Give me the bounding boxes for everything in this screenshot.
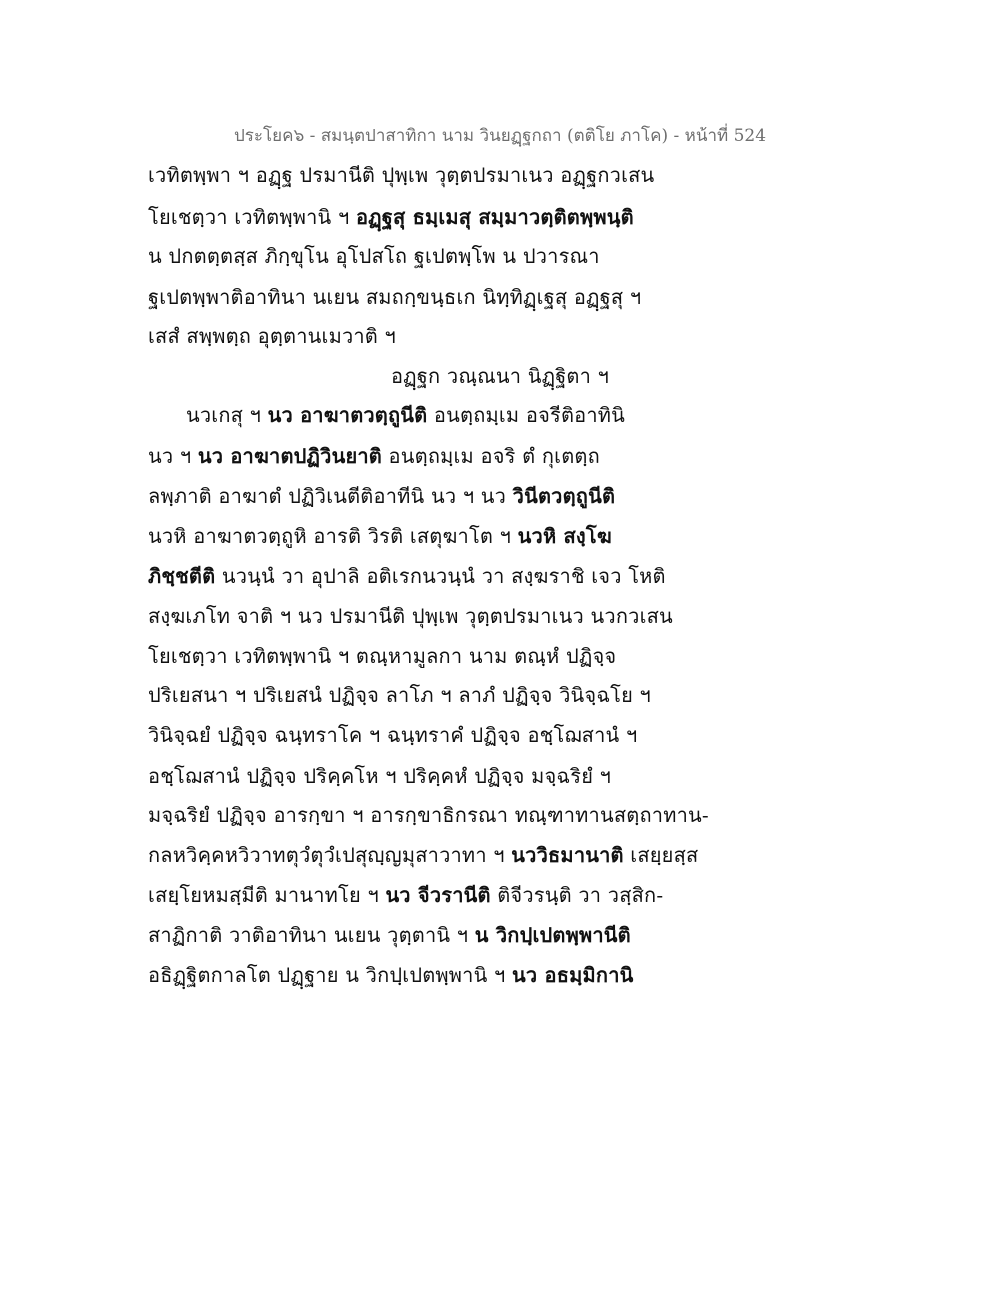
text-line (148, 523, 612, 549)
text-line (148, 443, 600, 469)
text-line (148, 284, 641, 310)
text-line (148, 204, 634, 230)
text-line (186, 402, 625, 428)
bold-term: นว จีวรานีติ (385, 883, 491, 907)
text-run: อฏฺฐก วณฺณนา นิฏฺฐิตา ฯ (390, 364, 610, 388)
bold-term: อฏฺฐสุ ธมฺเมสุ สมฺมาวตฺติตพฺพนฺติ (355, 205, 634, 229)
text-run: กลหวิคฺคหวิวาทตุวํตุวํเปสุญฺญมุสาวาทา ฯ (148, 843, 512, 867)
text-line (148, 603, 673, 629)
text-run: โยเชตฺวา เวทิตพฺพานิ ฯ (148, 205, 356, 229)
text-run: ติจีวรนฺติ วา วสฺสิก- (490, 883, 664, 907)
text-line (148, 563, 666, 589)
text-line (148, 483, 615, 509)
text-line (148, 643, 616, 669)
text-run: เสสํ สพฺพตฺถ อุตฺตานเมวาติ ฯ (148, 324, 396, 348)
bold-term: นว อธมฺมิกานิ (512, 963, 634, 987)
text-run: อนตฺถมฺเม อจริ ตํ กุเตตฺถ (382, 444, 600, 468)
text-line (148, 922, 631, 948)
bold-term: วินีตวตฺถูนีติ (512, 484, 616, 508)
bold-term: นว อาฆาตปฏิวินยาติ (197, 444, 382, 468)
text-line (148, 842, 698, 868)
text-run: สงฺฆเภโท จาติ ฯ นว ปรมานีติ ปุพฺเพ วุตฺตปรมาเนว นวกวเสน (148, 604, 673, 628)
bold-term: น วิกปฺเปตพฺพานีติ (474, 923, 631, 947)
text-run: สาฏิกาติ วาติอาทินา นเยน วุตฺตานิ ฯ (148, 923, 475, 947)
bold-term: นว อาฆาตวตฺถูนีติ (267, 403, 428, 427)
text-run: น ปกตตฺตสฺส ภิกฺขุโน อุโปสโถ ฐเปตพฺโพ น ปวารณา (148, 244, 600, 268)
text-run: ลพฺภาติ อาฆาตํ ปฏิวิเนตีติอาทีนิ นว ฯ นว (148, 484, 513, 508)
text-line (148, 243, 600, 269)
text-line (148, 722, 637, 748)
text-run: เวทิตพฺพา ฯ อฏฺฐ ปรมานีติ ปุพฺเพ วุตฺตปรมาเนว อฏฺฐกวเสน (148, 163, 655, 187)
text-line (148, 962, 634, 988)
text-line (148, 763, 611, 789)
bold-term: ภิชฺชตีติ (148, 564, 216, 588)
text-line (148, 682, 651, 708)
text-run: ปริเยสนา ฯ ปริเยสนํ ปฏิจฺจ ลาโภ ฯ ลาภํ ปฏิจฺจ วินิจฺฉโย ฯ (148, 683, 651, 707)
text-run: เสยฺยสฺส (623, 843, 699, 867)
bold-term: นวหิ สงฺโฆ (517, 524, 612, 548)
text-run: โยเชตฺวา เวทิตพฺพานิ ฯ ตณฺหามูลกา นาม ตณฺหํ ปฏิจฺจ (148, 644, 617, 668)
bold-term: นววิธมานาติ (511, 843, 624, 867)
text-line (148, 323, 396, 349)
text-line (148, 162, 654, 188)
text-run: นวเกสุ ฯ (186, 403, 268, 427)
text-line (148, 802, 709, 828)
text-run: นวนฺนํ วา อุปาลิ อติเรกนวนฺนํ วา สงฺฆราชิ เจว โหติ (215, 564, 666, 588)
section-heading (0, 363, 1000, 389)
text-line (148, 882, 663, 908)
text-run: มจฺฉริยํ ปฏิจฺจ อารกฺขา ฯ อารกฺขาธิกรณา ทณฺฑาทานสตฺถาทาน- (148, 803, 709, 827)
text-run: ฐเปตพฺพาติอาทินา นเยน สมถกฺขนฺธเก นิทฺทิฏฺเฐสุ อฏฺฐสุ ฯ (148, 285, 642, 309)
text-run: นวหิ อาฆาตวตฺถูหิ อารติ วิรติ เสตุฆาโต ฯ (148, 524, 518, 548)
page-header: ประโยค๖ - สมนฺตปาสาทิกา นาม วินยฏฺฐกถา (ตติโย ภาโค) - หน้าที่ 524 (233, 126, 767, 146)
text-run: อนตฺถมฺเม อจรีติอาทินิ (427, 403, 626, 427)
text-run: วินิจฺฉยํ ปฏิจฺจ ฉนฺทราโค ฯ ฉนฺทราคํ ปฏิจฺจ อชฺโฌสานํ ฯ (148, 723, 638, 747)
text-run: นว ฯ (148, 444, 198, 468)
text-run: เสยฺโยหมสฺมีติ มานาทโย ฯ (148, 883, 386, 907)
text-run: อธิฏฺฐิตกาลโต ปฏฺฐาย น วิกปฺเปตพฺพานิ ฯ (148, 963, 513, 987)
text-run: อชฺโฌสานํ ปฏิจฺจ ปริคฺคโห ฯ ปริคฺคหํ ปฏิจฺจ มจฺฉริยํ ฯ (148, 764, 612, 788)
